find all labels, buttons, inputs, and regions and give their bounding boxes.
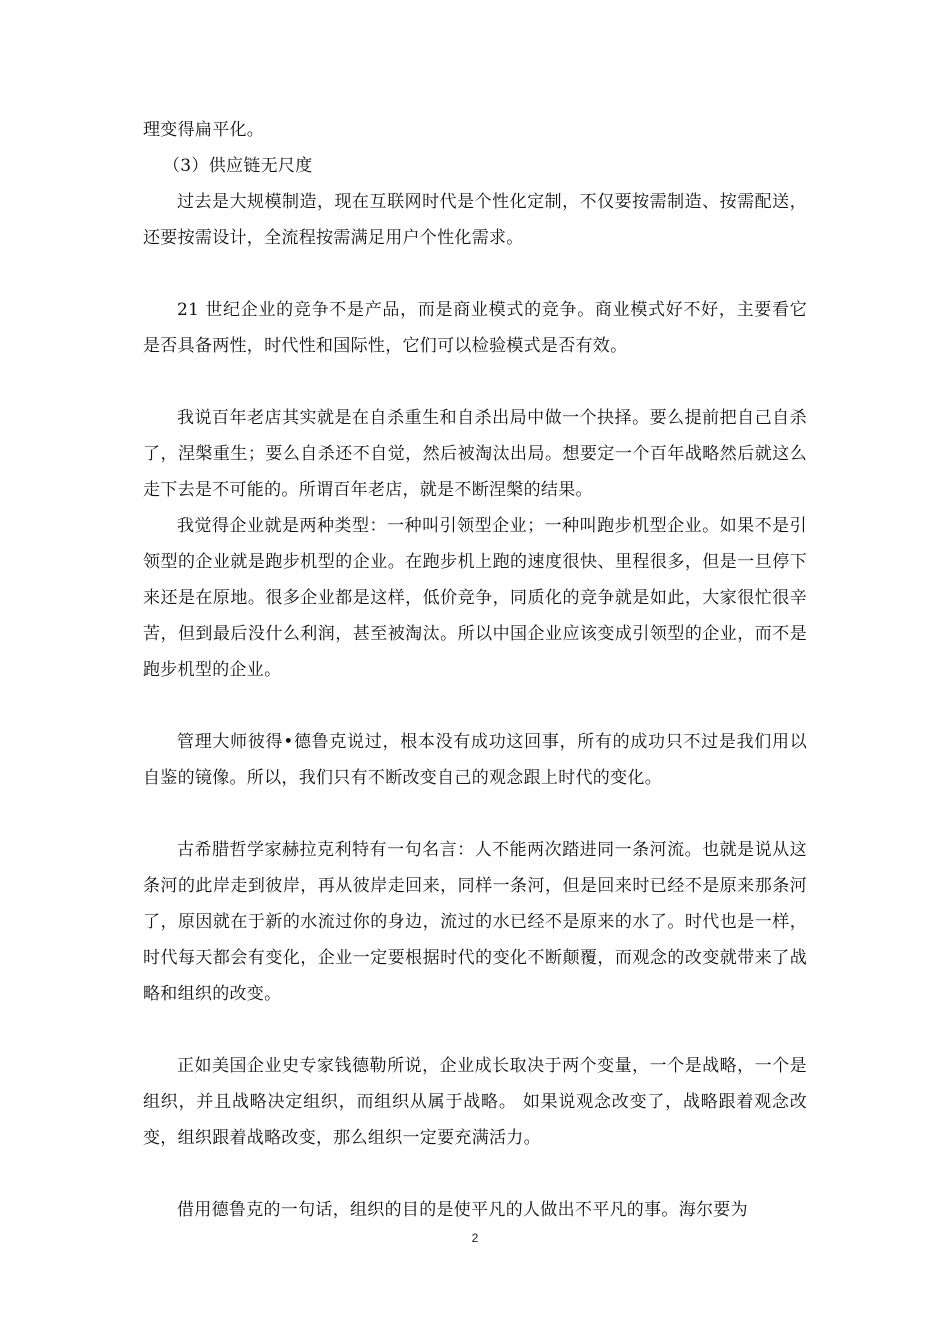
paragraph-organization-purpose: 借用德鲁克的一句话，组织的目的是使平凡的人做出不平凡的事。海尔要为 bbox=[177, 1200, 748, 1220]
paragraph-gap bbox=[143, 688, 807, 724]
paragraph-continuation: 理变得扁平化。 bbox=[143, 120, 265, 140]
paragraph-heraclitus: 古希腊哲学家赫拉克利特有一句名言：人不能两次踏进同一条河流。也就是说从这条河的此岸走到彼岸，再从彼岸走回来，同样一条河，但是回来时已经不是原来那条河了，原因就在于新的水流过你的身边，流过的水已经不是原来的水了。时代也是一样，时代每天都会有变化，企业一定要根据时代的变化不断颠覆，而观念的改变就带来了战略和组织的改变。 bbox=[143, 840, 807, 1004]
paragraph-gap bbox=[143, 1012, 807, 1048]
paragraph-gap bbox=[143, 364, 807, 400]
section-heading-supply-chain: （3）供应链无尺度 bbox=[163, 156, 313, 176]
document-body bbox=[143, 112, 807, 1228]
page-number: 2 bbox=[471, 1231, 479, 1245]
paragraph-enterprise-types: 我觉得企业就是两种类型：一种叫引领型企业；一种叫跑步机型企业。如果不是引领型的企业就是跑步机型的企业。在跑步机上跑的速度很快、里程很多，但是一旦停下来还是在原地。很多企业都是这样，低价竞争，同质化的竞争就是如此，大家很忙很辛苦，但到最后没什么利润，甚至被淘汰。所以中国企业应该变成引领型的企业，而不是跑步机型的企业。 bbox=[143, 516, 807, 680]
paragraph-century-store: 我说百年老店其实就是在自杀重生和自杀出局中做一个抉择。要么提前把自己自杀了，涅槃重生；要么自杀还不自觉，然后被淘汰出局。想要定一个百年战略然后就这么走下去是不可能的。所谓百年老店，就是不断涅槃的结果。 bbox=[143, 408, 807, 500]
paragraph-drucker-success: 管理大师彼得•德鲁克说过，根本没有成功这回事，所有的成功只不过是我们用以自鉴的镜像。所以，我们只有不断改变自己的观念跟上时代的变化。 bbox=[143, 732, 807, 788]
paragraph-chandler: 正如美国企业史专家钱德勒所说，企业成长取决于两个变量，一个是战略，一个是组织，并且战略决定组织，而组织从属于战略。 如果说观念改变了，战略跟着观念改变，组织跟着战略改变，那么组织一定要充满活力。 bbox=[143, 1056, 807, 1148]
paragraph-business-model: 21 世纪企业的竞争不是产品，而是商业模式的竞争。商业模式好不好，主要看它是否具备两性，时代性和国际性，它们可以检验模式是否有效。 bbox=[143, 300, 807, 356]
paragraph-customization: 过去是大规模制造，现在互联网时代是个性化定制，不仅要按需制造、按需配送，还要按需设计，全流程按需满足用户个性化需求。 bbox=[143, 192, 807, 248]
paragraph-gap bbox=[143, 796, 807, 832]
paragraph-gap bbox=[143, 256, 807, 292]
paragraph-gap bbox=[143, 1156, 807, 1192]
